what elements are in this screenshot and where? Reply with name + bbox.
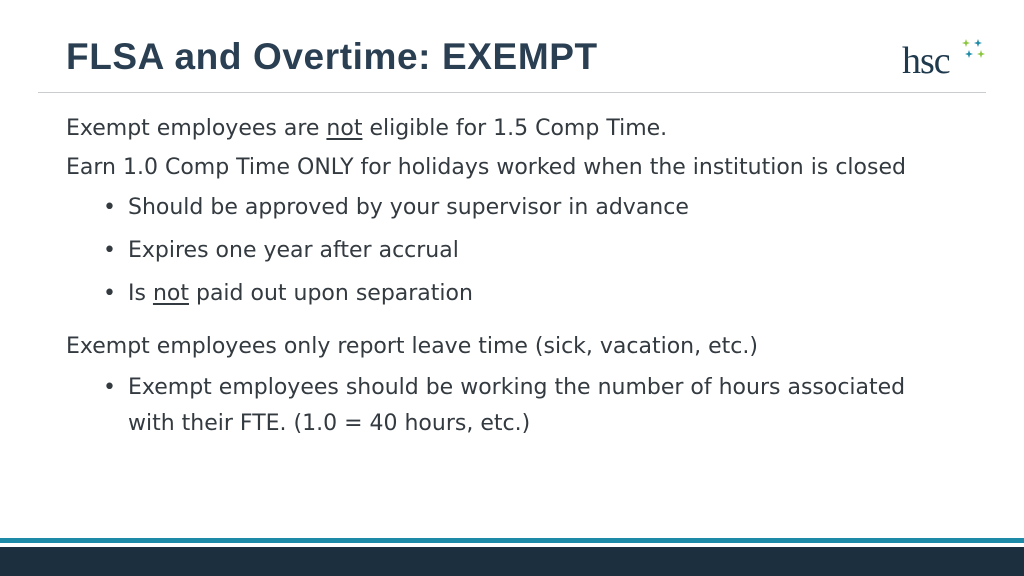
sparkle-stars-icon <box>962 38 988 64</box>
slide-body <box>66 113 956 451</box>
footer-accent-bar <box>0 538 1024 543</box>
footer-bar <box>0 547 1024 576</box>
paragraph-exempt-comp <box>66 113 956 145</box>
bullet-expiry: • Expires one year after accrual <box>66 234 956 268</box>
bullet-payout-underlined: not <box>152 281 189 306</box>
hsc-logo <box>902 38 992 86</box>
bullet-payout-before: Is <box>128 281 153 306</box>
bullet-payout <box>66 277 956 311</box>
bullet-fte-hours: • Exempt employees should be working the number of hours associated with their FTE. (1.0 = 40 hours, etc.) <box>66 370 956 442</box>
paragraph-leave-report: Exempt employees only report leave time (sick, vacation, etc.) <box>66 334 758 359</box>
slide-title: FLSA and Overtime: EXEMPT <box>66 36 598 77</box>
leave-report-bullets <box>66 370 956 442</box>
bullet-approval: • Should be approved by your supervisor in advance <box>66 191 956 225</box>
paragraph1-after: eligible for 1.5 Comp Time. <box>362 116 668 141</box>
paragraph1-underlined: not <box>326 116 363 141</box>
bullet-payout-after: paid out upon separation <box>188 281 473 306</box>
paragraph1-before: Exempt employees are <box>66 116 327 141</box>
paragraph-holiday-comp: Earn 1.0 Comp Time ONLY for holidays worked when the institution is closed <box>66 155 906 180</box>
holiday-comp-bullets <box>66 191 956 311</box>
title-divider <box>38 92 986 93</box>
logo-text: hsc <box>902 40 950 82</box>
